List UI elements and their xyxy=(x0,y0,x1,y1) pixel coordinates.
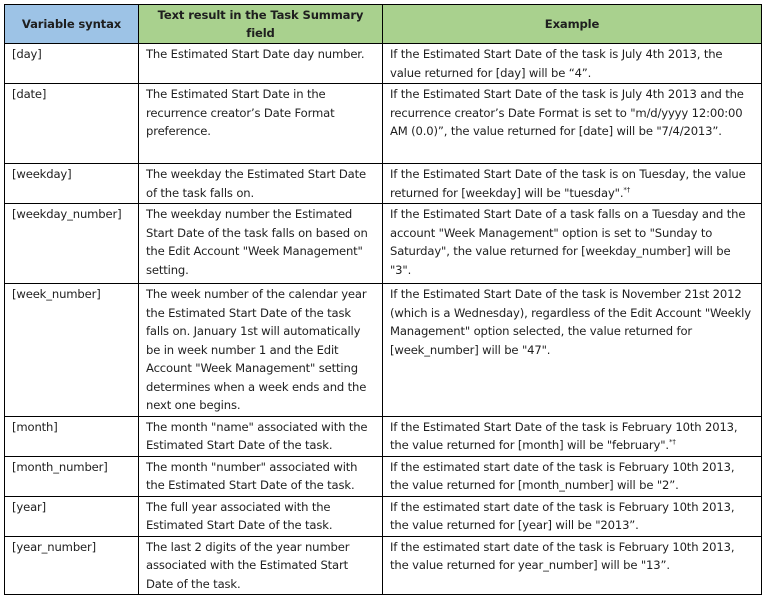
syntax-cell: [date] xyxy=(5,84,139,164)
result-cell: The last 2 digits of the year number associated with the Estimated Start Date of the task. xyxy=(139,536,383,595)
example-cell xyxy=(383,204,762,284)
table-header-row xyxy=(5,5,762,44)
example-text: If the Estimated Start Date of the task is July 4th 2013 and the recurrence creator’s Date Format is set to "m/d/yyyy 12:00:00 AM (0.0)”, the value returned for [date] will be "7/4/2013”. xyxy=(390,87,744,138)
example-text: If the Estimated Start Date of the task is on Tuesday, the value returned for [weekday] will be "tuesday". xyxy=(390,167,746,200)
table-row-weekday xyxy=(5,164,762,204)
header-example: Example xyxy=(383,5,762,44)
syntax-cell: [day] xyxy=(5,44,139,84)
example-text: If the estimated start date of the task is February 10th 2013, the value returned for [year] will be "2013”. xyxy=(390,499,735,532)
example-text: If the estimated start date of the task is February 10th 2013, the value returned for year_number] will be "13”. xyxy=(390,539,735,572)
example-text: If the Estimated Start Date of the task is November 21st 2012 (which is a Wednesday), regardless of the Edit Account "Weekly Management" option selected, the value returned for [week_number] will be "47". xyxy=(390,287,751,357)
table-row-year xyxy=(5,496,762,536)
header-variable-syntax: Variable syntax xyxy=(5,5,139,44)
result-cell: The weekday the Estimated Start Date of the task falls on. xyxy=(139,164,383,204)
table-row-year-number xyxy=(5,536,762,595)
example-text: If the Estimated Start Date of a task falls on a Tuesday and the account "Week Management" option is set to "Sunday to Saturday", the value returned for [weekday_number] will be "3". xyxy=(390,207,746,277)
table-row-week-number xyxy=(5,284,762,417)
result-cell: The weekday number the Estimated Start Date of the task falls on based on the Edit Account "Week Management" setting. xyxy=(139,204,383,284)
example-text: If the Estimated Start Date of the task is February 10th 2013, the value returned for [month] will be "february". xyxy=(390,419,738,452)
syntax-cell: [weekday] xyxy=(5,164,139,204)
syntax-cell: [weekday_number] xyxy=(5,204,139,284)
table-row-day xyxy=(5,44,762,84)
result-cell: The month "number" associated with the Estimated Start Date of the task. xyxy=(139,456,383,496)
result-cell: The week number of the calendar year the Estimated Start Date of the task falls on. January 1st will automatically be in week number 1 and the Edit Account "Week Management" setting determines when a week ends and the next one begins. xyxy=(139,284,383,417)
example-text: If the estimated start date of the task is February 10th 2013, the value returned for [month_number] will be "2”. xyxy=(390,459,735,492)
syntax-cell: [year] xyxy=(5,496,139,536)
footnote-mark: *† xyxy=(623,185,631,194)
result-cell: The month "name" associated with the Estimated Start Date of the task. xyxy=(139,416,383,456)
result-cell: The full year associated with the Estimated Start Date of the task. xyxy=(139,496,383,536)
variable-syntax-table xyxy=(4,4,762,595)
header-text-result: Text result in the Task Summary field xyxy=(139,5,383,44)
result-cell: The Estimated Start Date in the recurrence creator’s Date Format preference. xyxy=(139,84,383,164)
table-row-date xyxy=(5,84,762,164)
example-cell xyxy=(383,456,762,496)
example-cell xyxy=(383,84,762,164)
example-cell xyxy=(383,164,762,204)
footnote-mark: *† xyxy=(668,438,676,446)
table-row-weekday-number xyxy=(5,204,762,284)
example-text: If the Estimated Start Date of the task is July 4th 2013, the value returned for [day] will be “4”. xyxy=(390,47,723,80)
example-cell xyxy=(383,284,762,417)
table-row-month xyxy=(5,416,762,456)
syntax-cell: [week_number] xyxy=(5,284,139,417)
table-row-month-number xyxy=(5,456,762,496)
result-cell: The Estimated Start Date day number. xyxy=(139,44,383,84)
example-cell xyxy=(383,44,762,84)
example-cell xyxy=(383,416,762,456)
syntax-cell: [month] xyxy=(5,416,139,456)
syntax-cell: [month_number] xyxy=(5,456,139,496)
example-cell xyxy=(383,496,762,536)
example-cell xyxy=(383,536,762,595)
syntax-cell: [year_number] xyxy=(5,536,139,595)
